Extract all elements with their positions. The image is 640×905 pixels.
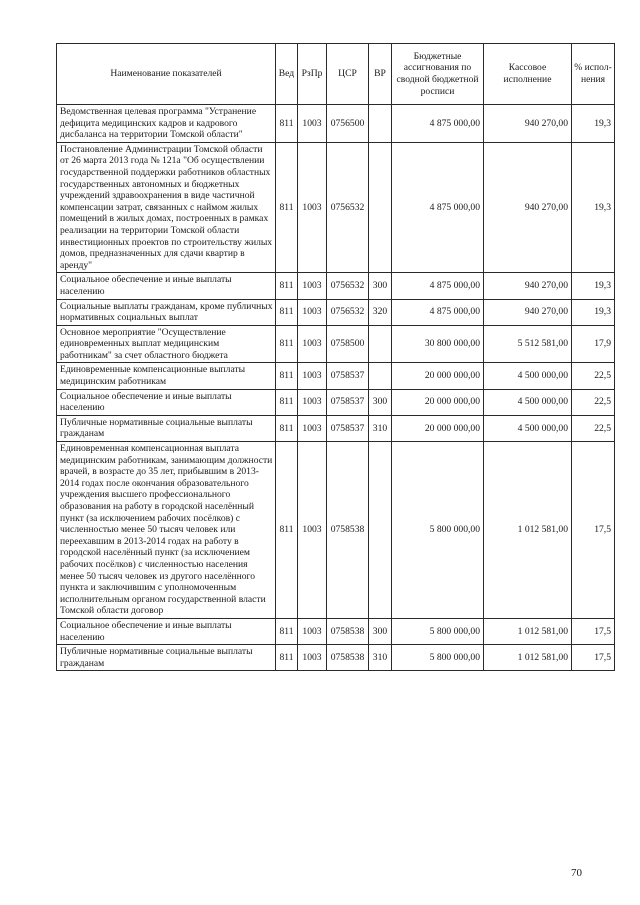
- cell-pct: 17,5: [572, 618, 615, 644]
- header-ved: Вед: [276, 44, 298, 105]
- table-row: [57, 105, 615, 143]
- cell-csr: 0756500: [327, 105, 369, 143]
- cell-rzpr: 1003: [298, 645, 327, 671]
- table-row: [57, 142, 615, 273]
- cell-budget: 20 000 000,00: [392, 363, 484, 389]
- cell-rzpr: 1003: [298, 273, 327, 299]
- cell-cash: 940 270,00: [484, 142, 572, 273]
- header-rzpr: РзПр: [298, 44, 327, 105]
- cell-csr: 0756532: [327, 273, 369, 299]
- cell-rzpr: 1003: [298, 299, 327, 325]
- cell-vr: 310: [369, 415, 392, 441]
- cell-cash: 4 500 000,00: [484, 415, 572, 441]
- cell-name: Единовременная компенсационная выплата медицинским работникам, занимающим должности врачей, в возрасте до 35 лет, прибывшим в 2013-2014 годах после окончания образовательного учреждения высшего профессионального образования на работу в городской населённый пункт (за исключением рабочих посёлков) с численностью менее 50 тысяч человек или переехавшим в 2013-2014 годах на работу в городской населённый пункт (за исключением рабочих посёлков) с численностью населения менее 50 тысяч человек из другого населённого пункта и заключившим с уполномоченным исполнительным органом государственной власти Томской области договор: [57, 442, 276, 619]
- cell-name: Единовременные компенсационные выплаты медицинским работникам: [57, 363, 276, 389]
- header-cash: Кассовое исполнение: [484, 44, 572, 105]
- cell-rzpr: 1003: [298, 389, 327, 415]
- cell-name: Социальное обеспечение и иные выплаты населению: [57, 618, 276, 644]
- cell-vr: 320: [369, 299, 392, 325]
- cell-name: Ведомственная целевая программа "Устранение дефицита медицинских кадров и кадрового дисбаланса на территории Томской области": [57, 105, 276, 143]
- header-csr: ЦСР: [327, 44, 369, 105]
- cell-cash: 940 270,00: [484, 273, 572, 299]
- cell-cash: 5 512 581,00: [484, 325, 572, 363]
- cell-budget: 20 000 000,00: [392, 415, 484, 441]
- cell-rzpr: 1003: [298, 142, 327, 273]
- cell-csr: 0758538: [327, 442, 369, 619]
- cell-vr: [369, 142, 392, 273]
- cell-rzpr: 1003: [298, 363, 327, 389]
- table-row: [57, 299, 615, 325]
- cell-ved: 811: [276, 299, 298, 325]
- table-row: [57, 325, 615, 363]
- cell-rzpr: 1003: [298, 415, 327, 441]
- cell-pct: 19,3: [572, 105, 615, 143]
- cell-cash: 1 012 581,00: [484, 618, 572, 644]
- cell-ved: 811: [276, 363, 298, 389]
- cell-budget: 30 800 000,00: [392, 325, 484, 363]
- cell-ved: 811: [276, 618, 298, 644]
- cell-name: Основное мероприятие "Осуществление единовременных выплат медицинским работникам" за счет областного бюджета: [57, 325, 276, 363]
- cell-cash: 4 500 000,00: [484, 389, 572, 415]
- cell-vr: [369, 363, 392, 389]
- cell-cash: 1 012 581,00: [484, 645, 572, 671]
- cell-pct: 19,3: [572, 273, 615, 299]
- cell-name: Публичные нормативные социальные выплаты гражданам: [57, 415, 276, 441]
- cell-name: Социальное обеспечение и иные выплаты населению: [57, 389, 276, 415]
- cell-budget: 4 875 000,00: [392, 299, 484, 325]
- table-row: [57, 645, 615, 671]
- cell-vr: 300: [369, 618, 392, 644]
- cell-vr: [369, 105, 392, 143]
- cell-ved: 811: [276, 325, 298, 363]
- cell-rzpr: 1003: [298, 325, 327, 363]
- cell-budget: 4 875 000,00: [392, 105, 484, 143]
- table-body: [57, 105, 615, 671]
- header-budget: Бюджетные ассигнования по сводной бюджетной росписи: [392, 44, 484, 105]
- cell-cash: 1 012 581,00: [484, 442, 572, 619]
- cell-pct: 17,5: [572, 442, 615, 619]
- header-name: Наименование показателей: [57, 44, 276, 105]
- table-row: [57, 363, 615, 389]
- table-row: [57, 273, 615, 299]
- cell-name: Социальные выплаты гражданам, кроме публичных нормативных социальных выплат: [57, 299, 276, 325]
- cell-vr: 300: [369, 273, 392, 299]
- table-row: [57, 389, 615, 415]
- header-vr: ВР: [369, 44, 392, 105]
- cell-cash: 4 500 000,00: [484, 363, 572, 389]
- cell-ved: 811: [276, 142, 298, 273]
- table-row: [57, 442, 615, 619]
- cell-pct: 22,5: [572, 415, 615, 441]
- cell-vr: [369, 325, 392, 363]
- cell-csr: 0758500: [327, 325, 369, 363]
- budget-execution-table-page: [56, 43, 614, 671]
- cell-csr: 0756532: [327, 299, 369, 325]
- cell-csr: 0758537: [327, 363, 369, 389]
- cell-cash: 940 270,00: [484, 105, 572, 143]
- cell-budget: 5 800 000,00: [392, 645, 484, 671]
- cell-ved: 811: [276, 389, 298, 415]
- table-row: [57, 618, 615, 644]
- page-number: 70: [571, 867, 582, 879]
- cell-csr: 0758538: [327, 645, 369, 671]
- cell-rzpr: 1003: [298, 442, 327, 619]
- cell-pct: 22,5: [572, 389, 615, 415]
- cell-cash: 940 270,00: [484, 299, 572, 325]
- cell-vr: 310: [369, 645, 392, 671]
- cell-ved: 811: [276, 273, 298, 299]
- cell-name: Публичные нормативные социальные выплаты гражданам: [57, 645, 276, 671]
- cell-csr: 0758537: [327, 415, 369, 441]
- cell-budget: 4 875 000,00: [392, 142, 484, 273]
- cell-pct: 17,5: [572, 645, 615, 671]
- cell-budget: 5 800 000,00: [392, 442, 484, 619]
- table-header-row: [57, 44, 615, 105]
- cell-ved: 811: [276, 105, 298, 143]
- cell-vr: 300: [369, 389, 392, 415]
- cell-ved: 811: [276, 645, 298, 671]
- cell-ved: 811: [276, 442, 298, 619]
- cell-ved: 811: [276, 415, 298, 441]
- cell-pct: 19,3: [572, 299, 615, 325]
- budget-execution-table: [56, 43, 615, 671]
- cell-csr: 0758538: [327, 618, 369, 644]
- cell-pct: 22,5: [572, 363, 615, 389]
- cell-name: Социальное обеспечение и иные выплаты населению: [57, 273, 276, 299]
- cell-budget: 5 800 000,00: [392, 618, 484, 644]
- cell-budget: 4 875 000,00: [392, 273, 484, 299]
- cell-csr: 0756532: [327, 142, 369, 273]
- cell-name: Постановление Администрации Томской области от 26 марта 2013 года № 121а "Об осуществлении государственной поддержки работников областных государственных автономных и бюджетных учреждений здравоохранения в виде частичной компенсации затрат, связанных с наймом жилых помещений в жилых домах, построенных в рамках реализации на территории Томской области инвестиционных проектов по строительству жилых домов, предназначенных для сдачи квартир в аренду": [57, 142, 276, 273]
- cell-csr: 0758537: [327, 389, 369, 415]
- cell-pct: 17,9: [572, 325, 615, 363]
- cell-rzpr: 1003: [298, 105, 327, 143]
- cell-rzpr: 1003: [298, 618, 327, 644]
- header-pct: % испол-нения: [572, 44, 615, 105]
- cell-pct: 19,3: [572, 142, 615, 273]
- cell-budget: 20 000 000,00: [392, 389, 484, 415]
- cell-vr: [369, 442, 392, 619]
- table-row: [57, 415, 615, 441]
